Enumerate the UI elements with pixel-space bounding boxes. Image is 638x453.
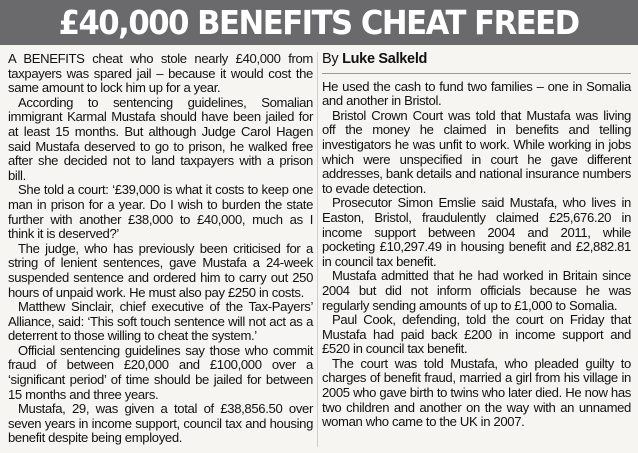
article-paragraph: Paul Cook, defending, told the court on Friday that Mustafa had paid back £200 in income support and £520 in council tax benefit. bbox=[322, 312, 631, 357]
article-paragraph: The judge, who has previously been criticised for a string of lenient sentences, gave Mustafa a 24-week suspended sentence and ordered him to carry out 250 hours of unpaid work. He must also pay £250 in costs. bbox=[8, 240, 313, 300]
article-paragraph: Prosecutor Simon Emslie said Mustafa, who lives in Easton, Bristol, fraudulently claimed £25,676.20 in income support between 2004 and 2011, while pocketing £10,297.49 in housing benefit and £2,882.81 in council tax benefit. bbox=[322, 195, 631, 269]
article-paragraph: According to sentencing guidelines, Somalian immigrant Karmal Mustafa should have been jailed for at least 15 months. But although Judge Carol Hagen said Mustafa deserved to go to prison, he walked free after she decided not to land taxpayers with a prison bill. bbox=[8, 94, 313, 183]
article-paragraph: Official sentencing guidelines say those who commit fraud of between £20,000 and £100,000 over a ‘significant period’ of time should be jailed for between 15 months and three years. bbox=[8, 342, 313, 402]
article-paragraph: A BENEFITS cheat who stole nearly £40,000 from taxpayers was spared jail – because it would cost the same amount to lock him up for a year. bbox=[8, 51, 313, 96]
headline: £40,000 BENEFITS CHEAT FREED bbox=[58, 3, 580, 42]
article-paragraph: Matthew Sinclair, chief executive of the Tax-Payers’ Alliance, said: ‘This soft touch sentence will not act as a deterrent to those willing to cheat the system.’ bbox=[8, 299, 313, 344]
right-column bbox=[322, 52, 631, 430]
byline-author: Luke Salkeld bbox=[342, 51, 428, 67]
byline-prefix: By bbox=[322, 51, 339, 67]
left-column bbox=[8, 52, 313, 446]
article-paragraph: Bristol Crown Court was told that Mustafa was living off the money he claimed in benefits and telling investigators he was unfit to work. While working in jobs which were unspecified in court he gave different addresses, bank details and national insurance numbers to evade detection. bbox=[322, 107, 631, 196]
byline bbox=[322, 52, 631, 74]
headline-banner bbox=[0, 0, 638, 45]
column-divider bbox=[317, 52, 318, 447]
article-paragraph: She told a court: ‘£39,000 is what it costs to keep one man in prison for a year. Do I wish to burden the state further with another £38,000 to £40,000, much as I think it is deserved?’ bbox=[8, 182, 313, 242]
article-paragraph: Mustafa admitted that he had worked in Britain since 2004 but did not inform officials because he was regularly sending amounts of up to £1,000 to Somalia. bbox=[322, 268, 631, 313]
article-paragraph: Mustafa, 29, was given a total of £38,856.50 over seven years in income support, council tax and housing benefit despite being employed. bbox=[8, 401, 313, 446]
article-paragraph: He used the cash to fund two families – one in Somalia and another in Bristol. bbox=[322, 78, 631, 109]
article-paragraph: The court was told Mustafa, who pleaded guilty to charges of benefit fraud, married a girl from his village in 2005 who gave birth to twins who later died. He now has two children and another on the way with an unnamed woman who came to the UK in 2007. bbox=[322, 355, 631, 430]
